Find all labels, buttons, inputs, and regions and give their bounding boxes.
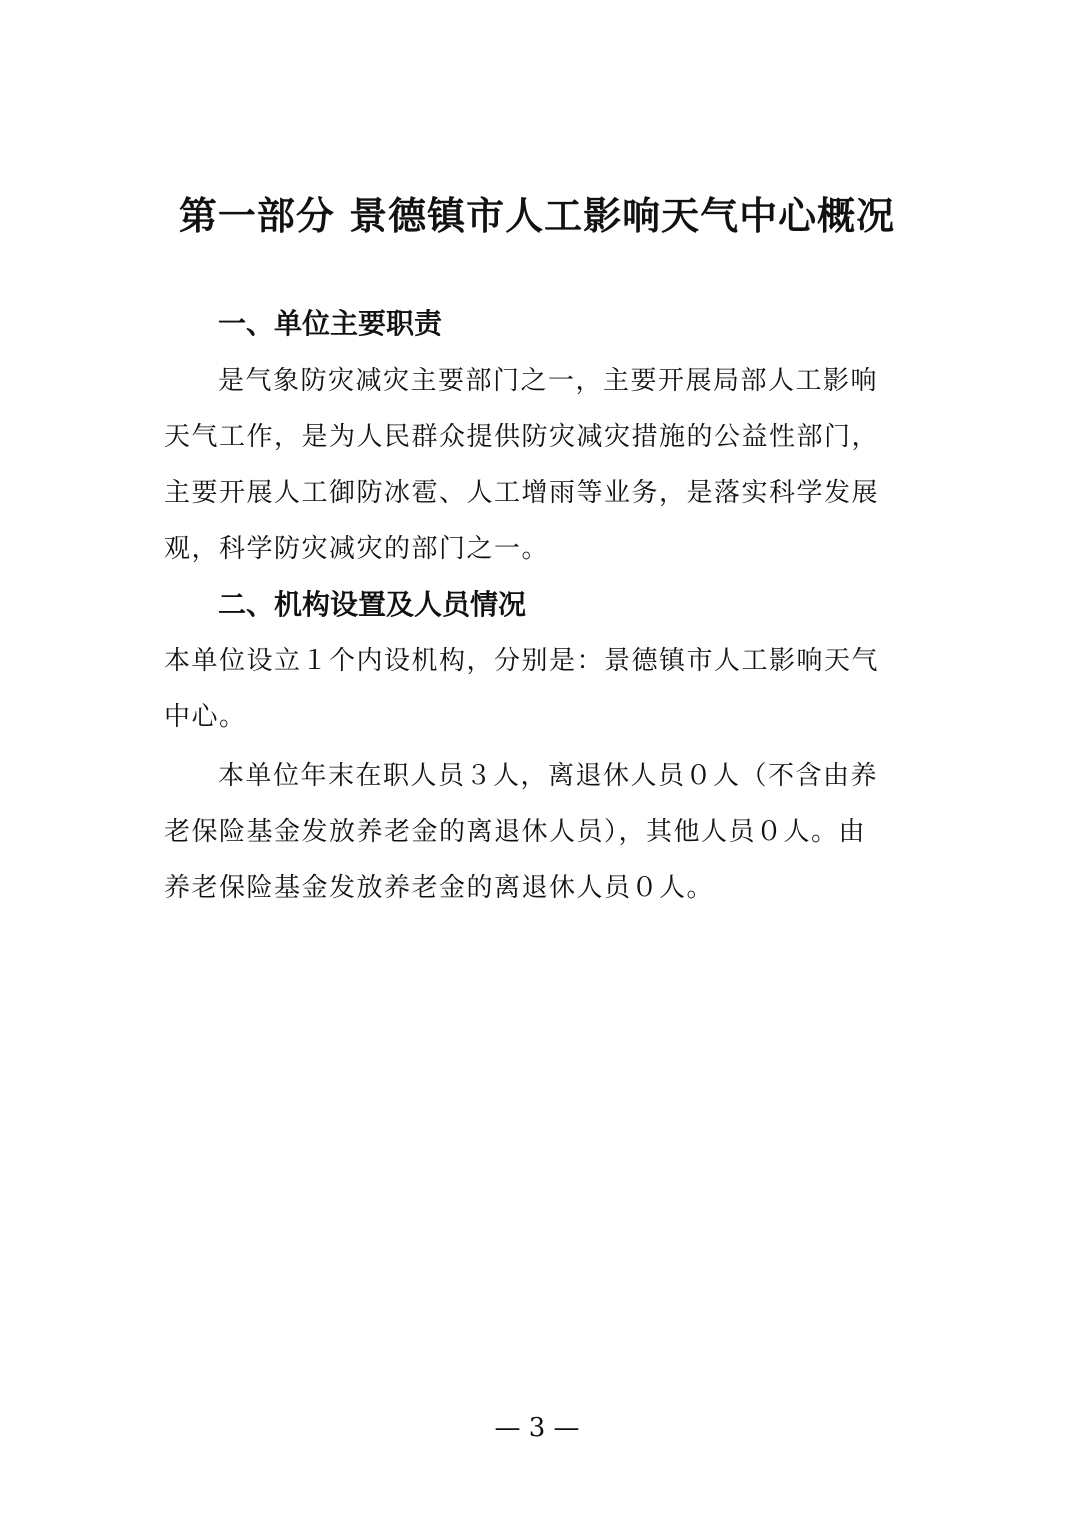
section1-line: 主要开展人工御防冰雹、人工增雨等业务，是落实科学发展 <box>164 478 880 508</box>
section1-line: 天气工作，是为人民群众提供防灾减灾措施的公益性部门， <box>164 422 880 452</box>
section2-para1-line: 本单位设立１个内设机构，分别是：景德镇市人工影响天气 <box>164 646 880 676</box>
section1-line: 是气象防灾减灾主要部门之一，主要开展局部人工影响 <box>218 366 879 396</box>
page-number: — 3 — <box>494 1413 580 1443</box>
section1-line: 观，科学防灾减灾的部门之一。 <box>164 534 550 564</box>
section2-para2-line: 老保险基金发放养老金的离退休人员），其他人员０人。由 <box>164 817 867 847</box>
section1-heading: 一、单位主要职责 <box>218 307 443 340</box>
section2-para2-line: 养老保险基金发放养老金的离退休人员０人。 <box>164 873 715 903</box>
page-title: 第一部分 景德镇市人工影响天气中心概况 <box>178 194 896 238</box>
section2-para2-line: 本单位年末在职人员３人，离退休人员０人（不含由养 <box>218 761 879 791</box>
section2-heading: 二、机构设置及人员情况 <box>218 588 527 621</box>
section2-para1-line: 中心。 <box>164 702 247 732</box>
